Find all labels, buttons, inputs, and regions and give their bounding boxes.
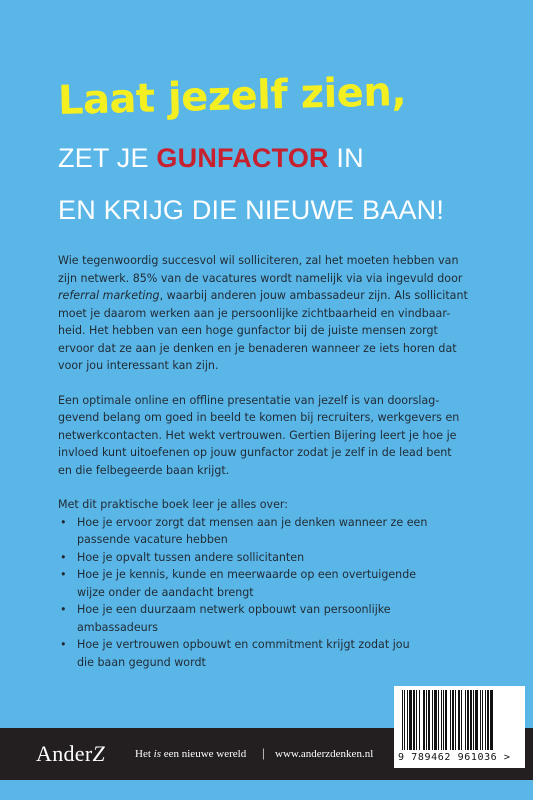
headline-line-3: EN KRIJG DIE NIEUWE BAAN!: [58, 195, 445, 225]
barcode-bar: [487, 690, 489, 750]
barcode-bar: [465, 690, 466, 750]
barcode-bar: [434, 690, 437, 750]
referral-marketing-term: referral marketing: [58, 289, 160, 302]
isbn-digits: 9 789462 961036 >: [398, 752, 511, 763]
bullet-line: • Hoe je ervoor zorgt dat mensen aan je denken wanneer ze een: [77, 515, 428, 529]
publisher-logo-z: Z: [92, 741, 106, 766]
barcode-bar: [482, 690, 483, 750]
bullet-line: • Hoe je je kennis, kunde en meerwaarde op een overtuigende: [77, 568, 417, 581]
blurb-line: Wie tegenwoordig succesvol wil solliciteren, zal het moeten hebben van: [58, 254, 459, 267]
list-item: [58, 636, 478, 671]
list-item: [58, 549, 478, 567]
bullet-line: ambassadeurs: [77, 620, 159, 634]
blurb-line: [58, 287, 478, 305]
blurb-line: en die felbegeerde baan krijgt.: [58, 463, 230, 477]
barcode-bar: [475, 690, 478, 750]
footer-separator: |: [262, 745, 265, 760]
tagline-is: is: [153, 748, 161, 760]
bullet-line: wijze onder de aandacht brengt: [77, 585, 254, 599]
barcode-bar: [416, 690, 417, 750]
list-item: [58, 514, 478, 549]
barcode-bar: [402, 690, 403, 750]
blurb: [58, 252, 478, 671]
barcode-bar: [480, 690, 481, 750]
barcode-bar: [452, 690, 454, 750]
headline-line-2-pre: ZET JE: [58, 143, 157, 173]
bullet-list: [58, 514, 478, 672]
barcode-bar: [409, 690, 412, 750]
blurb-line: zijn netwerk. 85% van de vacatures wordt namelijk via via ingevuld door: [58, 271, 463, 285]
bullet-line: • Hoe je vertrouwen opbouwt en commitment krijgt zodat jou: [77, 638, 410, 651]
list-item: [58, 601, 478, 636]
barcode-bar: [443, 690, 444, 750]
blurb-line: heid. Het hebben van een hoge gunfactor bij de juiste mensen zorgt: [58, 324, 438, 337]
barcode-bar: [490, 690, 493, 750]
blurb-line: gevend belang om goed in beeld te komen bij recruiters, werkgevers en: [58, 411, 460, 424]
tagline-post: een nieuwe wereld: [160, 748, 247, 760]
barcode-bar: [455, 690, 456, 750]
barcode-bar: [413, 690, 415, 750]
barcode-bar: [470, 690, 472, 750]
barcode-bar: [438, 690, 439, 750]
bullets-intro: Met dit praktische boek leer je alles over:: [58, 498, 289, 511]
headline-line-1: Laat jezelf zien,: [57, 68, 407, 124]
barcode-bar: [441, 690, 442, 750]
barcode-bar: [458, 690, 460, 750]
barcode-bar: [426, 690, 427, 750]
blurb-line: Een optimale online en offline presentatie van jezelf is van doorslag-: [58, 393, 440, 407]
publisher-website: www.anderzdenken.nl: [275, 748, 374, 760]
bullet-line: passende vacature hebben: [77, 533, 228, 546]
headline-line-2: [58, 143, 364, 174]
barcode-bar: [419, 690, 420, 750]
tagline-pre: Het: [135, 748, 154, 760]
blurb-line-rest: , waarbij anderen jouw ambassadeur zijn. Als sollicitant: [159, 289, 468, 302]
blurb-line: voor jou interessant kan zijn.: [58, 359, 219, 372]
list-item: [58, 566, 478, 601]
bullet-line: • Hoe je een duurzaam netwerk opbouwt van persoonlijke: [77, 603, 391, 616]
gunfactor-highlight: GUNFACTOR: [156, 143, 329, 173]
barcode-bar: [407, 690, 408, 750]
publisher-tagline: [135, 748, 246, 760]
barcode-bar: [404, 690, 405, 750]
blurb-line: moet je daarom werken aan je persoonlijke zichtbaarheid en vindbaar-: [58, 306, 451, 320]
blurb-paragraph-2: [58, 392, 478, 480]
headline-line-2-post: IN: [328, 143, 364, 173]
barcode-bar: [467, 690, 469, 750]
blurb-line: ervoor dat ze aan je denken en je benaderen wanneer ze iets horen dat: [58, 341, 457, 355]
barcode-bar: [450, 690, 451, 750]
bullet-line: • Hoe je opvalt tussen andere sollicitanten: [77, 550, 305, 564]
barcode-bar: [428, 690, 430, 750]
publisher-logo-main: Ander: [36, 741, 93, 766]
barcode-bar: [432, 690, 433, 750]
blurb-line: invloed kunt uitoefenen op jouw gunfactor zodat je zelf in de lead bent: [58, 446, 452, 459]
barcode-bar: [423, 690, 425, 750]
blurb-paragraph-1: [58, 252, 478, 375]
barcode-bar: [485, 690, 486, 750]
isbn-barcode: [394, 686, 525, 768]
barcode-bar: [473, 690, 474, 750]
barcode-bar: [461, 690, 462, 750]
barcode-bar: [445, 690, 447, 750]
bullet-line: die baan gegund wordt: [77, 655, 206, 669]
publisher-logo: [36, 741, 105, 767]
blurb-line: netwerkcontacten. Het wekt vertrouwen. Gertien Bijering leert je hoe je: [58, 428, 457, 442]
barcode-bars: [394, 686, 525, 754]
